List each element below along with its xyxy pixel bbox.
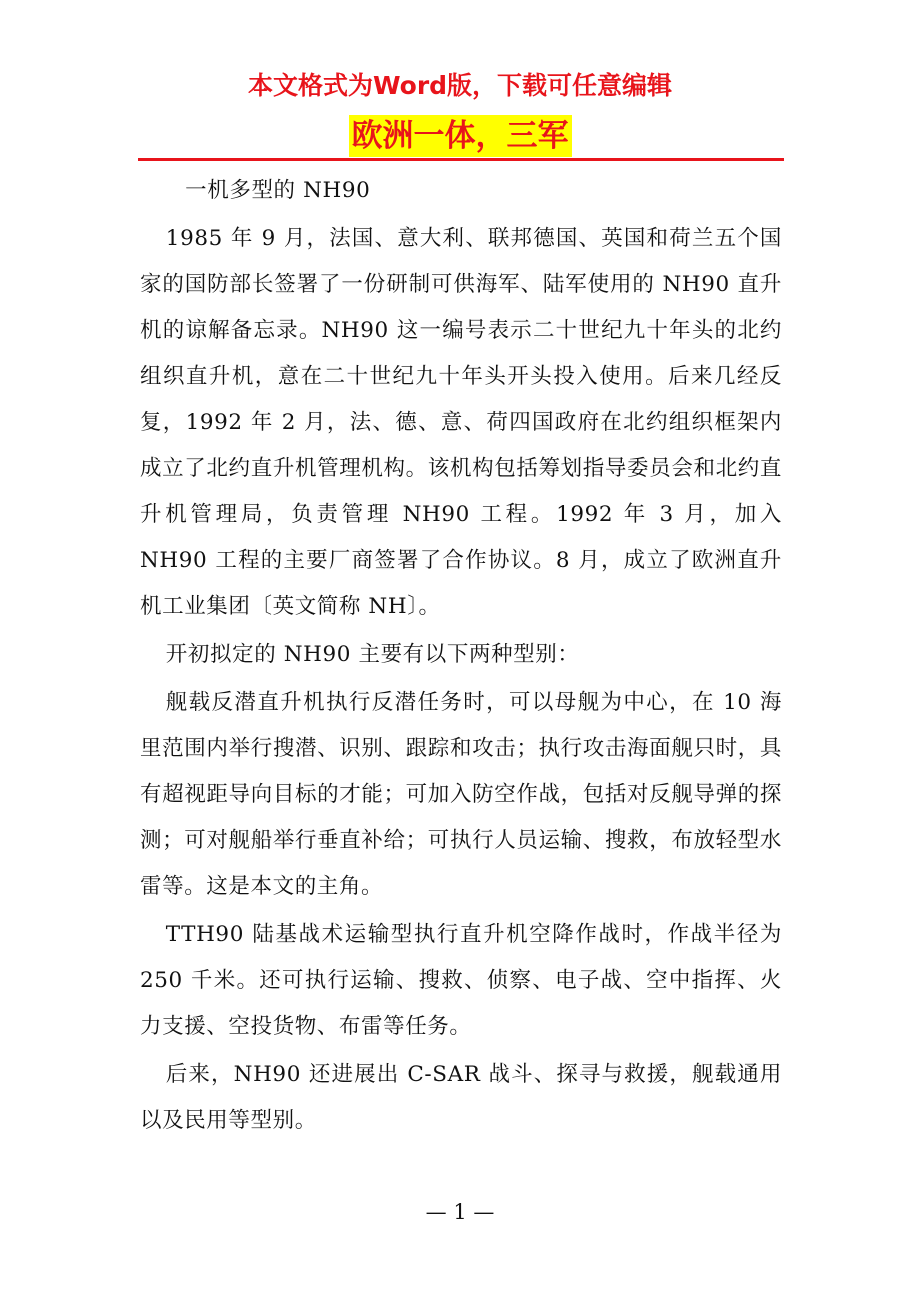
page-number: — 1 — — [425, 1200, 495, 1224]
paragraph-naval-variant: 舰载反潜直升机执行反潜任务时，可以母舰为中心，在 10 海里范围内举行搜潜、识别、跟踪和攻击；执行攻击海面舰只时，具有超视距导向目标的才能；可加入防空作战，包括对反舰导弹的探测；可对舰船举行垂直补给；可执行人员运输、搜救，布放轻型水雷等。这是本文的主角。 — [140, 690, 782, 899]
paragraph-tth90-variant: TTH90 陆基战术运输型执行直升机空降作战时，作战半径为 250 千米。还可执行运输、搜救、侦察、电子战、空中指挥、火力支援、空投货物、布雷等任务。 — [140, 922, 782, 1039]
document-body — [140, 168, 782, 1146]
paragraph-variants-intro: 开初拟定的 NH90 主要有以下两种型别： — [165, 642, 580, 667]
document-banner: 本文格式为Word版，下载可任意编辑 — [247, 71, 673, 100]
title-wrapper — [0, 115, 920, 157]
header-divider — [138, 158, 784, 161]
paragraph-later-variants: 后来，NH90 还进展出 C-SAR 战斗、探寻与救援，舰载通用以及民用等型别。 — [140, 1062, 782, 1133]
paragraph-history: 1985 年 9 月，法国、意大利、联邦德国、英国和荷兰五个国家的国防部长签署了一份研制可供海军、陆军使用的 NH90 直升机的谅解备忘录。NH90 这一编号表示二十世纪九十年头的北约组织直升机，意在二十世纪九十年头开头投入使用。后来几经反复，1992 年 2 月，法、德、意、荷四国政府在北约组织框架内成立了北约直升机管理机构。该机构包括筹划指导委员会和北约直升机管理局，负责管理 NH90 工程。1992 年 3 月，加入 NH90 工程的主要厂商签署了合作协议。8 月，成立了欧洲直升机工业集团〔英文简称 NH〕。 — [140, 226, 782, 619]
document-title: 欧洲一体，三军 — [349, 115, 572, 157]
section-subtitle: 一机多型的 NH90 — [185, 178, 371, 203]
